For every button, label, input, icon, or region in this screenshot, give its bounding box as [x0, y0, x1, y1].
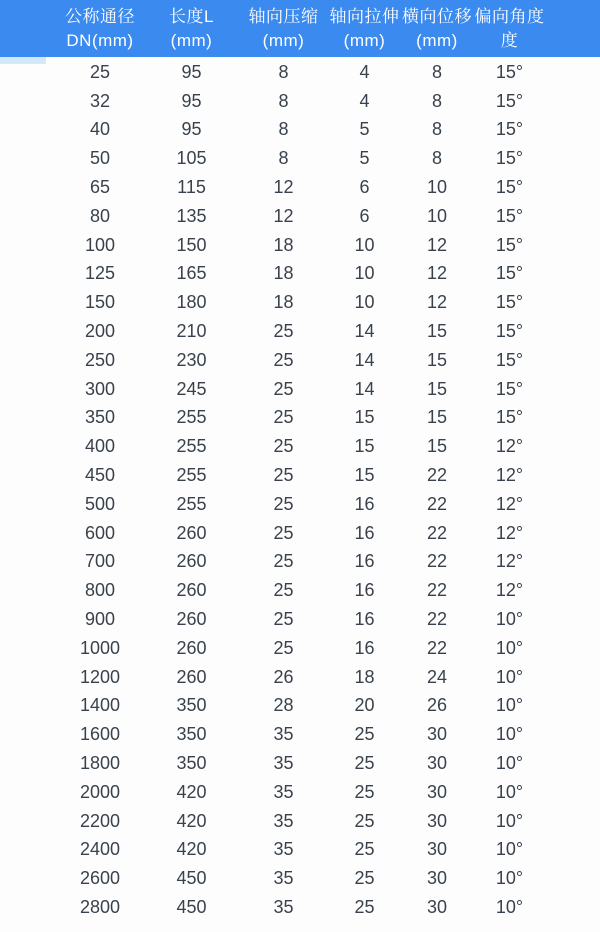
header-left-accent [0, 57, 46, 64]
table-header-row [0, 0, 600, 57]
table-cell: 26 [426, 695, 448, 716]
table-cell: 35 [273, 897, 294, 917]
table-row [0, 778, 600, 807]
table-cell: 95 [181, 61, 202, 82]
column-header-line2: (mm) [343, 31, 386, 50]
table-cell: 16 [354, 551, 375, 572]
table-cell: 65 [89, 177, 111, 198]
table-cell: 25 [273, 321, 294, 342]
column-header-deflection-angle [473, 6, 546, 51]
table-cell: 1600 [79, 724, 121, 745]
table-cell: 1400 [79, 695, 121, 716]
table-cell: 260 [176, 609, 207, 630]
table-cell: 16 [354, 522, 375, 543]
table-header [0, 0, 600, 57]
table-row [0, 605, 600, 634]
table-cell: 12 [426, 234, 448, 255]
table-cell: 15 [354, 465, 375, 486]
table-cell: 350 [84, 407, 116, 428]
table-cell: 255 [176, 436, 207, 457]
table-row [0, 720, 600, 749]
table-cell: 30 [426, 897, 448, 917]
table-cell: 95 [181, 119, 202, 140]
table-cell: 12° [495, 465, 524, 486]
column-header-line2: (mm) [170, 31, 213, 50]
table-row [0, 260, 600, 289]
column-header-axial-extension [328, 6, 401, 51]
table-cell: 28 [273, 695, 294, 716]
table-cell: 25 [273, 609, 294, 630]
table-cell: 15° [495, 61, 524, 82]
table-cell: 22 [426, 609, 448, 630]
table-cell: 15° [495, 119, 524, 140]
table-cell: 150 [176, 234, 207, 255]
column-header-nominal-diameter [0, 6, 144, 51]
table-cell: 15° [495, 177, 524, 198]
column-header-line2: (mm) [262, 31, 305, 50]
table-cell: 25 [354, 868, 375, 889]
table-cell: 35 [273, 810, 294, 831]
table-row [0, 58, 600, 87]
table-cell: 15 [426, 321, 448, 342]
column-header-line2: (mm) [416, 31, 458, 50]
table-cell: 100 [84, 234, 116, 255]
table-cell: 2000 [79, 781, 121, 802]
table-row [0, 576, 600, 605]
table-cell: 10° [495, 810, 524, 831]
table-cell: 25 [354, 897, 375, 917]
table-cell: 10° [495, 637, 524, 658]
table-cell: 18 [273, 292, 294, 313]
table-cell: 12° [495, 436, 524, 457]
table-cell: 210 [176, 321, 207, 342]
table-cell: 700 [84, 551, 116, 572]
table-row [0, 548, 600, 577]
table-row [0, 836, 600, 865]
table-cell: 10° [495, 695, 524, 716]
table-cell: 25 [273, 407, 294, 428]
table-cell: 25 [273, 580, 294, 601]
column-header-axial-compression [239, 6, 328, 51]
table-cell: 10° [495, 839, 524, 860]
table-cell: 15 [426, 349, 448, 370]
table-cell: 18 [273, 263, 294, 284]
table-cell: 150 [84, 292, 116, 313]
table-cell: 260 [176, 666, 207, 687]
table-cell: 24 [426, 666, 448, 687]
table-cell: 12° [495, 551, 524, 572]
table-row [0, 519, 600, 548]
table-cell: 10 [354, 234, 375, 255]
table-cell: 50 [89, 148, 111, 169]
table-cell: 15° [495, 349, 524, 370]
table-cell: 16 [354, 637, 375, 658]
table-cell: 15° [495, 148, 524, 169]
table-cell: 22 [426, 580, 448, 601]
table-cell: 450 [84, 465, 116, 486]
table-cell: 25 [273, 493, 294, 514]
table-cell: 15° [495, 378, 524, 399]
table-cell: 35 [273, 724, 294, 745]
table-cell: 255 [176, 493, 207, 514]
table-cell: 22 [426, 465, 448, 486]
table-cell: 25 [354, 839, 375, 860]
table-cell: 245 [176, 378, 207, 399]
table-cell: 30 [426, 839, 448, 860]
table-cell: 25 [354, 724, 375, 745]
table-cell: 600 [84, 522, 116, 543]
table-cell: 8 [431, 148, 442, 169]
table-row [0, 346, 600, 375]
table-cell: 900 [84, 609, 116, 630]
table-cell: 115 [177, 177, 206, 198]
table-cell: 4 [359, 90, 370, 111]
table-cell: 4 [359, 61, 370, 82]
column-header-line1: 横向位移 [402, 7, 472, 26]
table-cell: 35 [273, 868, 294, 889]
table-cell: 12 [273, 177, 294, 198]
table-row [0, 893, 600, 922]
table-cell: 10° [495, 609, 524, 630]
table-cell: 26 [273, 666, 294, 687]
table-cell: 8 [278, 90, 289, 111]
table-cell: 25 [273, 551, 294, 572]
table-cell: 12° [495, 522, 524, 543]
table-cell: 300 [84, 378, 116, 399]
table-row [0, 864, 600, 893]
column-header-line1: 轴向压缩 [248, 7, 319, 26]
table-row [0, 634, 600, 663]
table-cell: 420 [176, 781, 207, 802]
column-header-line2: DN(mm) [66, 31, 134, 50]
table-cell: 10 [354, 292, 375, 313]
table-cell: 255 [176, 465, 207, 486]
table-cell: 260 [176, 551, 207, 572]
table-cell: 25 [354, 753, 375, 774]
table-cell: 135 [176, 205, 207, 226]
table-row [0, 317, 600, 346]
table-row [0, 288, 600, 317]
table-cell: 18 [273, 234, 294, 255]
table-cell: 250 [84, 349, 116, 370]
table-cell: 15° [495, 292, 524, 313]
table-cell: 15° [495, 90, 524, 111]
column-header-line1: 公称通径 [65, 7, 135, 26]
table-cell: 8 [431, 61, 442, 82]
table-cell: 8 [278, 148, 289, 169]
table-cell: 10 [426, 177, 448, 198]
table-cell: 22 [426, 493, 448, 514]
table-row [0, 144, 600, 173]
table-cell: 2800 [79, 897, 121, 917]
table-cell: 30 [426, 810, 448, 831]
table-cell: 8 [278, 61, 289, 82]
table-cell: 350 [176, 695, 207, 716]
column-header-line1: 偏向角度 [474, 7, 545, 26]
table-cell: 12 [273, 205, 294, 226]
table-cell: 10° [495, 868, 524, 889]
table-cell: 15 [426, 407, 448, 428]
table-row [0, 461, 600, 490]
table-cell: 500 [84, 493, 116, 514]
table-cell: 14 [354, 321, 375, 342]
table-cell: 200 [84, 321, 116, 342]
table-cell: 18 [354, 666, 375, 687]
table-cell: 15 [354, 436, 375, 457]
table-cell: 12 [426, 263, 448, 284]
table-cell: 10° [495, 666, 524, 687]
table-cell: 15 [354, 407, 375, 428]
table-cell: 105 [176, 148, 207, 169]
table-cell: 14 [354, 349, 375, 370]
table-cell: 15° [495, 263, 524, 284]
table-cell: 25 [273, 637, 294, 658]
table-row [0, 375, 600, 404]
table-cell: 350 [176, 753, 207, 774]
table-cell: 2400 [79, 839, 121, 860]
table-row [0, 202, 600, 231]
table-row [0, 432, 600, 461]
table-cell: 25 [273, 522, 294, 543]
table-cell: 5 [359, 119, 370, 140]
table-cell: 12° [495, 580, 524, 601]
table-cell: 2600 [79, 868, 121, 889]
table-cell: 1800 [79, 753, 121, 774]
table-row [0, 692, 600, 721]
table-cell: 80 [89, 205, 111, 226]
table-cell: 260 [176, 522, 207, 543]
table-cell: 16 [354, 609, 375, 630]
table-cell: 165 [176, 263, 207, 284]
table-cell: 1200 [79, 666, 121, 687]
table-cell: 25 [354, 810, 375, 831]
table-cell: 20 [354, 695, 375, 716]
column-header-line1: 轴向拉伸 [329, 7, 400, 26]
table-cell: 8 [278, 119, 289, 140]
table-cell: 450 [176, 868, 207, 889]
table-cell: 10° [495, 781, 524, 802]
column-header-length [144, 6, 239, 51]
table-cell: 8 [431, 90, 442, 111]
table-cell: 25 [273, 436, 294, 457]
table-row [0, 807, 600, 836]
table-cell: 25 [89, 61, 111, 82]
table-cell: 22 [426, 551, 448, 572]
table-cell: 25 [273, 378, 294, 399]
table-cell: 10° [495, 724, 524, 745]
table-cell: 35 [273, 753, 294, 774]
table-cell: 40 [89, 119, 111, 140]
table-cell: 1000 [79, 637, 121, 658]
table-cell: 10 [426, 205, 448, 226]
table-cell: 12° [495, 493, 524, 514]
table-body [0, 57, 600, 922]
table-row [0, 116, 600, 145]
table-cell: 12 [426, 292, 448, 313]
table-cell: 255 [176, 407, 207, 428]
column-header-line1: 长度L [169, 7, 214, 26]
table-cell: 30 [426, 753, 448, 774]
table-cell: 800 [84, 580, 116, 601]
table-cell: 15° [495, 234, 524, 255]
table-cell: 22 [426, 637, 448, 658]
table-cell: 420 [176, 810, 207, 831]
table-cell: 6 [359, 177, 370, 198]
table-cell: 10° [495, 753, 524, 774]
column-header-line2: 度 [500, 31, 519, 50]
table-cell: 400 [84, 436, 116, 457]
table-cell: 35 [273, 781, 294, 802]
table-cell: 16 [354, 493, 375, 514]
table-cell: 350 [176, 724, 207, 745]
table-cell: 25 [273, 465, 294, 486]
table-row [0, 87, 600, 116]
table-cell: 32 [89, 90, 111, 111]
table-cell: 8 [431, 119, 442, 140]
table-row [0, 490, 600, 519]
table-cell: 5 [359, 148, 370, 169]
table-row [0, 663, 600, 692]
table-cell: 14 [354, 378, 375, 399]
table-row [0, 404, 600, 433]
table-cell: 30 [426, 868, 448, 889]
table-cell: 25 [354, 781, 375, 802]
table-cell: 2200 [79, 810, 121, 831]
table-cell: 30 [426, 724, 448, 745]
table-cell: 16 [354, 580, 375, 601]
table-cell: 95 [181, 90, 202, 111]
table-cell: 22 [426, 522, 448, 543]
column-header-lateral-displacement [401, 6, 473, 51]
table-row [0, 231, 600, 260]
table-cell: 420 [176, 839, 207, 860]
table-cell: 15° [495, 321, 524, 342]
table-cell: 10° [495, 897, 524, 917]
table-cell: 25 [273, 349, 294, 370]
table-cell: 15° [495, 205, 524, 226]
table-cell: 125 [84, 263, 116, 284]
table-cell: 35 [273, 839, 294, 860]
table-row [0, 173, 600, 202]
table-cell: 230 [176, 349, 207, 370]
table-cell: 10 [354, 263, 375, 284]
table-row [0, 749, 600, 778]
table-cell: 180 [176, 292, 207, 313]
table-cell: 6 [359, 205, 370, 226]
table-cell: 450 [176, 897, 207, 917]
table-cell: 30 [426, 781, 448, 802]
table-cell: 260 [176, 637, 207, 658]
table-cell: 15 [426, 378, 448, 399]
table-cell: 260 [176, 580, 207, 601]
table-cell: 15° [495, 407, 524, 428]
table-cell: 15 [426, 436, 448, 457]
